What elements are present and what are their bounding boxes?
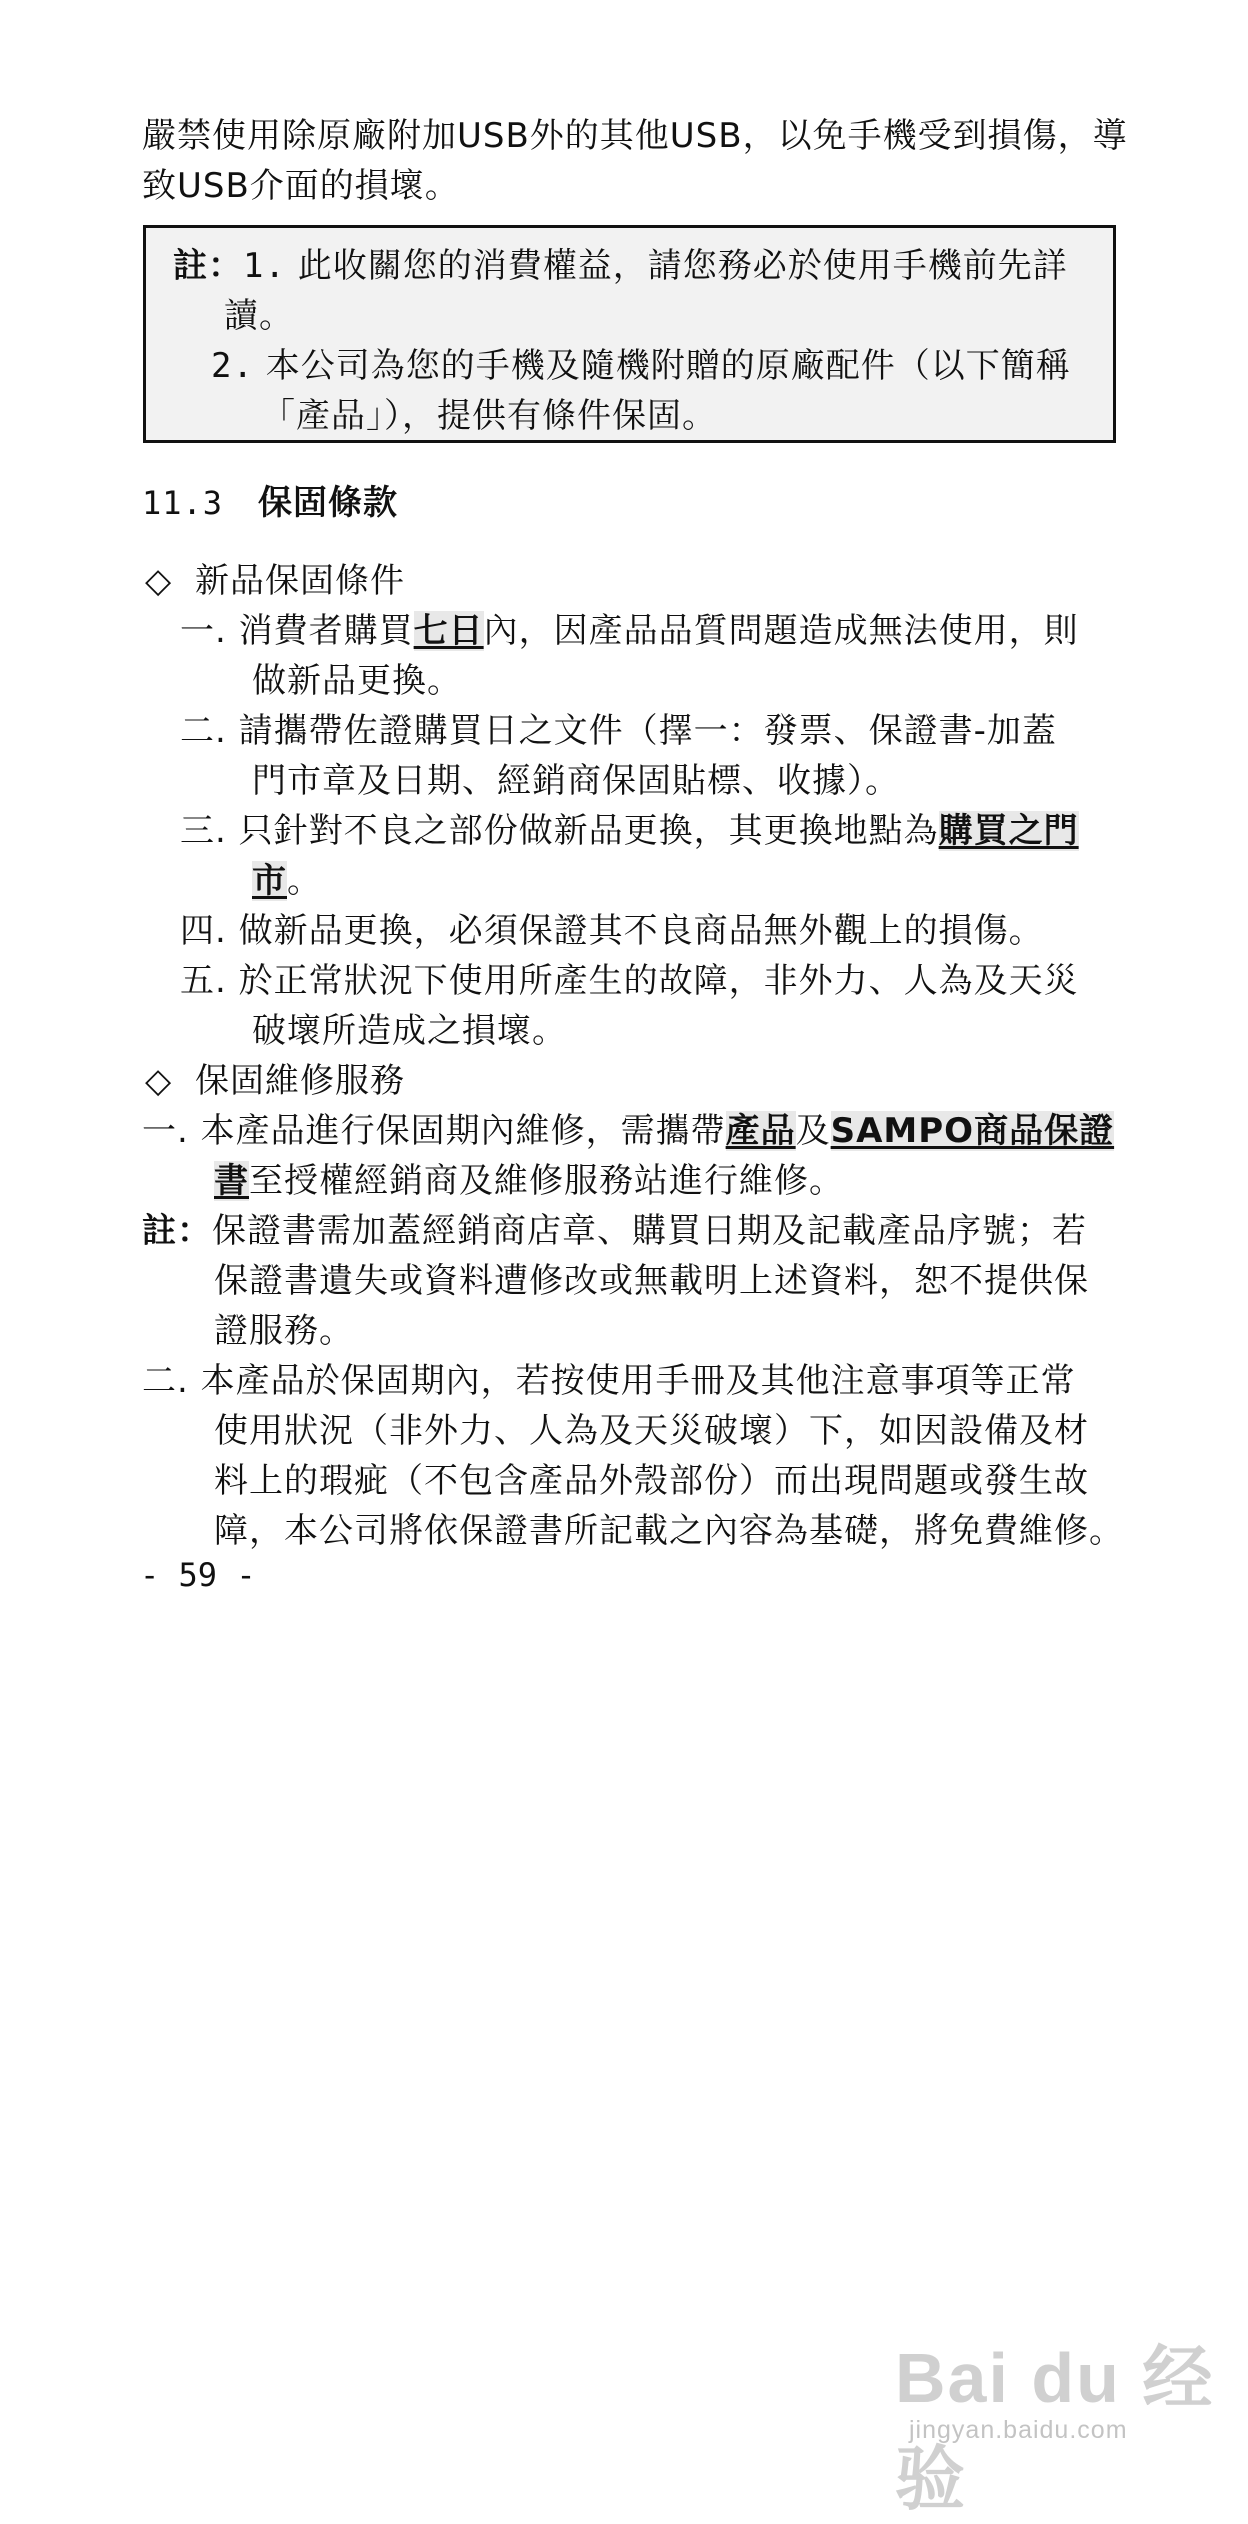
repair-heading	[145, 1056, 405, 1106]
new-product-item-1-cont: 做新品更換。	[252, 661, 462, 701]
new-product-item-3-cont	[252, 856, 322, 906]
note-label: 註：	[173, 246, 243, 286]
item-text: 。	[287, 861, 322, 901]
note-item-2-cont: 「產品」），提供有條件保固。	[261, 396, 717, 436]
item-number: 二.	[180, 711, 227, 751]
watermark-url: jingyan.baidu.com	[909, 2416, 1128, 2444]
item-text: 於正常狀況下使用所產生的故障，非外力、人為及天災	[238, 961, 1079, 1001]
new-product-item-5-cont: 破壞所造成之損壞。	[252, 1011, 567, 1051]
item-text: 內，因產品品質問題造成無法使用，則	[483, 611, 1079, 651]
item-text: 做新品更換，必須保證其不良商品無外觀上的損傷。	[238, 911, 1044, 951]
item-text: 只針對不良之部份做新品更換，其更換地點為	[238, 811, 939, 851]
item-number: 一.	[142, 1111, 189, 1151]
emphasis-warranty-card-cont: 書	[214, 1161, 249, 1201]
emphasis-product: 產品	[725, 1111, 796, 1151]
repair-note-text: 保證書需加蓋經銷商店章、購買日期及記載產品序號；若	[212, 1211, 1087, 1251]
note-box	[143, 225, 1116, 443]
item-text: 至授權經銷商及維修服務站進行維修。	[249, 1161, 844, 1201]
new-product-item-2-cont: 門市章及日期、經銷商保固貼標、收據）。	[252, 761, 900, 801]
new-product-heading	[145, 556, 405, 606]
note-item-2	[211, 341, 1071, 391]
diamond-icon: ◇	[145, 561, 173, 601]
section-number: 11.3	[142, 484, 224, 522]
repair-note-label: 註：	[142, 1211, 212, 1251]
item-number: 三.	[180, 811, 227, 851]
repair-item-1-cont	[214, 1156, 844, 1206]
repair-note-line-3: 證服務。	[214, 1311, 354, 1351]
note-item-1-cont: 讀。	[224, 296, 294, 336]
repair-heading-text: 保固維修服務	[195, 1061, 405, 1101]
item-text: 本產品進行保固期內維修，需攜帶	[200, 1111, 726, 1151]
baidu-watermark	[895, 2322, 1215, 2518]
item-number: 一.	[180, 611, 227, 651]
repair-item-2-line-4: 障，本公司將依保證書所記載之內容為基礎，將免費維修。	[214, 1511, 1124, 1551]
note-item-1-text: 此收關您的消費權益，請您務必於使用手機前先詳	[297, 246, 1068, 286]
emphasis-store: 購買之門	[938, 811, 1079, 851]
new-product-heading-text: 新品保固條件	[195, 561, 405, 601]
repair-item-2-line-3: 料上的瑕疵（不包含產品外殼部份）而出現問題或發生故	[214, 1461, 1089, 1501]
repair-item-2	[142, 1356, 1076, 1406]
intro-line-2: 致USB介面的損壞。	[142, 166, 460, 206]
emphasis-seven-days: 七日	[413, 611, 484, 651]
repair-note	[142, 1206, 1087, 1256]
repair-note-line-2: 保證書遺失或資料遭修改或無載明上述資料，恕不提供保	[214, 1261, 1089, 1301]
item-text: 消費者購買	[238, 611, 414, 651]
emphasis-warranty-card: SAMPO商品保證	[830, 1111, 1115, 1151]
page-number: - 59 -	[140, 1556, 256, 1594]
section-heading	[142, 478, 398, 528]
new-product-item-3	[180, 806, 1079, 856]
note-item-1	[173, 241, 1068, 291]
new-product-item-1	[180, 606, 1079, 656]
new-product-item-2	[180, 706, 1057, 756]
section-title: 保固條款	[258, 483, 398, 523]
note-item-1-number: 1.	[243, 246, 286, 286]
diamond-icon: ◇	[145, 1061, 173, 1101]
item-text: 請攜帶佐證購買日之文件（擇一：發票、保證書-加蓋	[238, 711, 1057, 751]
item-number: 五.	[180, 961, 227, 1001]
note-item-2-number: 2.	[211, 346, 254, 386]
new-product-item-4	[180, 906, 1044, 956]
new-product-item-5	[180, 956, 1079, 1006]
item-text: 本產品於保固期內，若按使用手冊及其他注意事項等正常	[200, 1361, 1076, 1401]
emphasis-store-cont: 市	[252, 861, 287, 901]
watermark-logo: Bai du 经验	[895, 2339, 1215, 2518]
item-text: 及	[795, 1111, 831, 1151]
item-number: 四.	[180, 911, 227, 951]
note-item-2-text: 本公司為您的手機及隨機附贈的原廠配件（以下簡稱	[265, 346, 1071, 386]
item-number: 二.	[142, 1361, 189, 1401]
intro-line-1: 嚴禁使用除原廠附加USB外的其他USB，以免手機受到損傷，導	[142, 116, 1128, 156]
repair-item-1	[142, 1106, 1114, 1156]
repair-item-2-line-2: 使用狀況（非外力、人為及天災破壞）下，如因設備及材	[214, 1411, 1089, 1451]
